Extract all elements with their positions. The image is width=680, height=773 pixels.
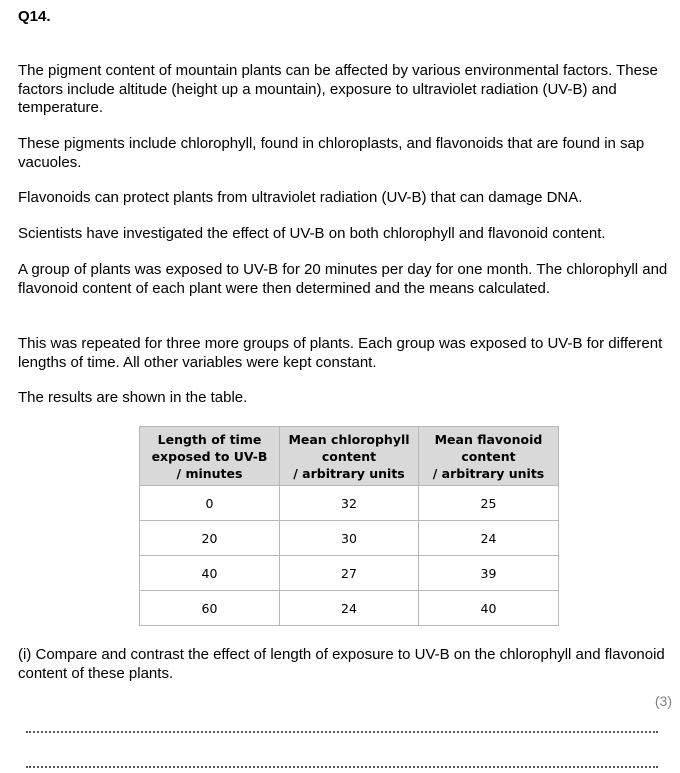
repeat-paragraph: This was repeated for three more groups of plants. Each group was exposed to UV-B for different lengths of time. All other variables were kept constant.	[18, 335, 663, 371]
header-line: / minutes	[176, 465, 243, 481]
pigments-paragraph: These pigments include chlorophyll, found in chloroplasts, and flavonoids that are found in sap vacuoles.	[18, 135, 645, 171]
cell-chlorophyll: 30	[280, 521, 419, 556]
header-chlorophyll	[280, 427, 419, 486]
answer-line[interactable]	[26, 766, 658, 768]
results-table	[139, 426, 559, 626]
method-paragraph: A group of plants was exposed to UV-B for 20 minutes per day for one month. The chlorophyll and flavonoid content of each plant were then determined and the means calculated.	[18, 261, 668, 297]
table-header-row	[140, 427, 559, 486]
header-flavonoid	[419, 427, 559, 486]
cell-flavonoid: 25	[419, 486, 559, 521]
header-line: / arbitrary units	[293, 465, 405, 481]
question-number: Q14.	[18, 8, 51, 25]
cell-flavonoid: 39	[419, 556, 559, 591]
header-line: Mean chlorophyll	[288, 431, 410, 447]
cell-chlorophyll: 24	[280, 591, 419, 626]
header-line: content	[461, 448, 516, 464]
table-row	[140, 556, 559, 591]
header-line: / arbitrary units	[432, 465, 545, 481]
cell-time: 40	[140, 556, 280, 591]
header-line: content	[321, 448, 377, 464]
cell-time: 60	[140, 591, 280, 626]
intro-paragraph: The pigment content of mountain plants can be affected by various environmental factors. These factors include altitude (height up a mountain), exposure to ultraviolet radiation (UV-B) and temperature.	[18, 62, 658, 116]
cell-chlorophyll: 32	[280, 486, 419, 521]
results-intro: The results are shown in the table.	[18, 389, 248, 406]
investigation-paragraph: Scientists have investigated the effect of UV-B on both chlorophyll and flavonoid content.	[18, 225, 606, 242]
cell-flavonoid: 24	[419, 521, 559, 556]
header-line: exposed to UV-B	[151, 448, 268, 464]
cell-time: 0	[140, 486, 280, 521]
cell-time: 20	[140, 521, 280, 556]
cell-flavonoid: 40	[419, 591, 559, 626]
marks-label: (3)	[654, 693, 672, 709]
header-line: Length of time	[157, 431, 262, 447]
answer-line[interactable]	[26, 731, 658, 733]
table-row	[140, 521, 559, 556]
table-row	[140, 486, 559, 521]
flavonoids-paragraph: Flavonoids can protect plants from ultraviolet radiation (UV-B) that can damage DNA.	[18, 189, 583, 206]
header-line: Mean flavonoid	[434, 431, 543, 447]
cell-chlorophyll: 27	[280, 556, 419, 591]
part-i-question: (i) Compare and contrast the effect of length of exposure to UV-B on the chlorophyll and flavonoid content of these plants.	[18, 646, 665, 682]
header-time	[140, 427, 280, 486]
table-row	[140, 591, 559, 626]
